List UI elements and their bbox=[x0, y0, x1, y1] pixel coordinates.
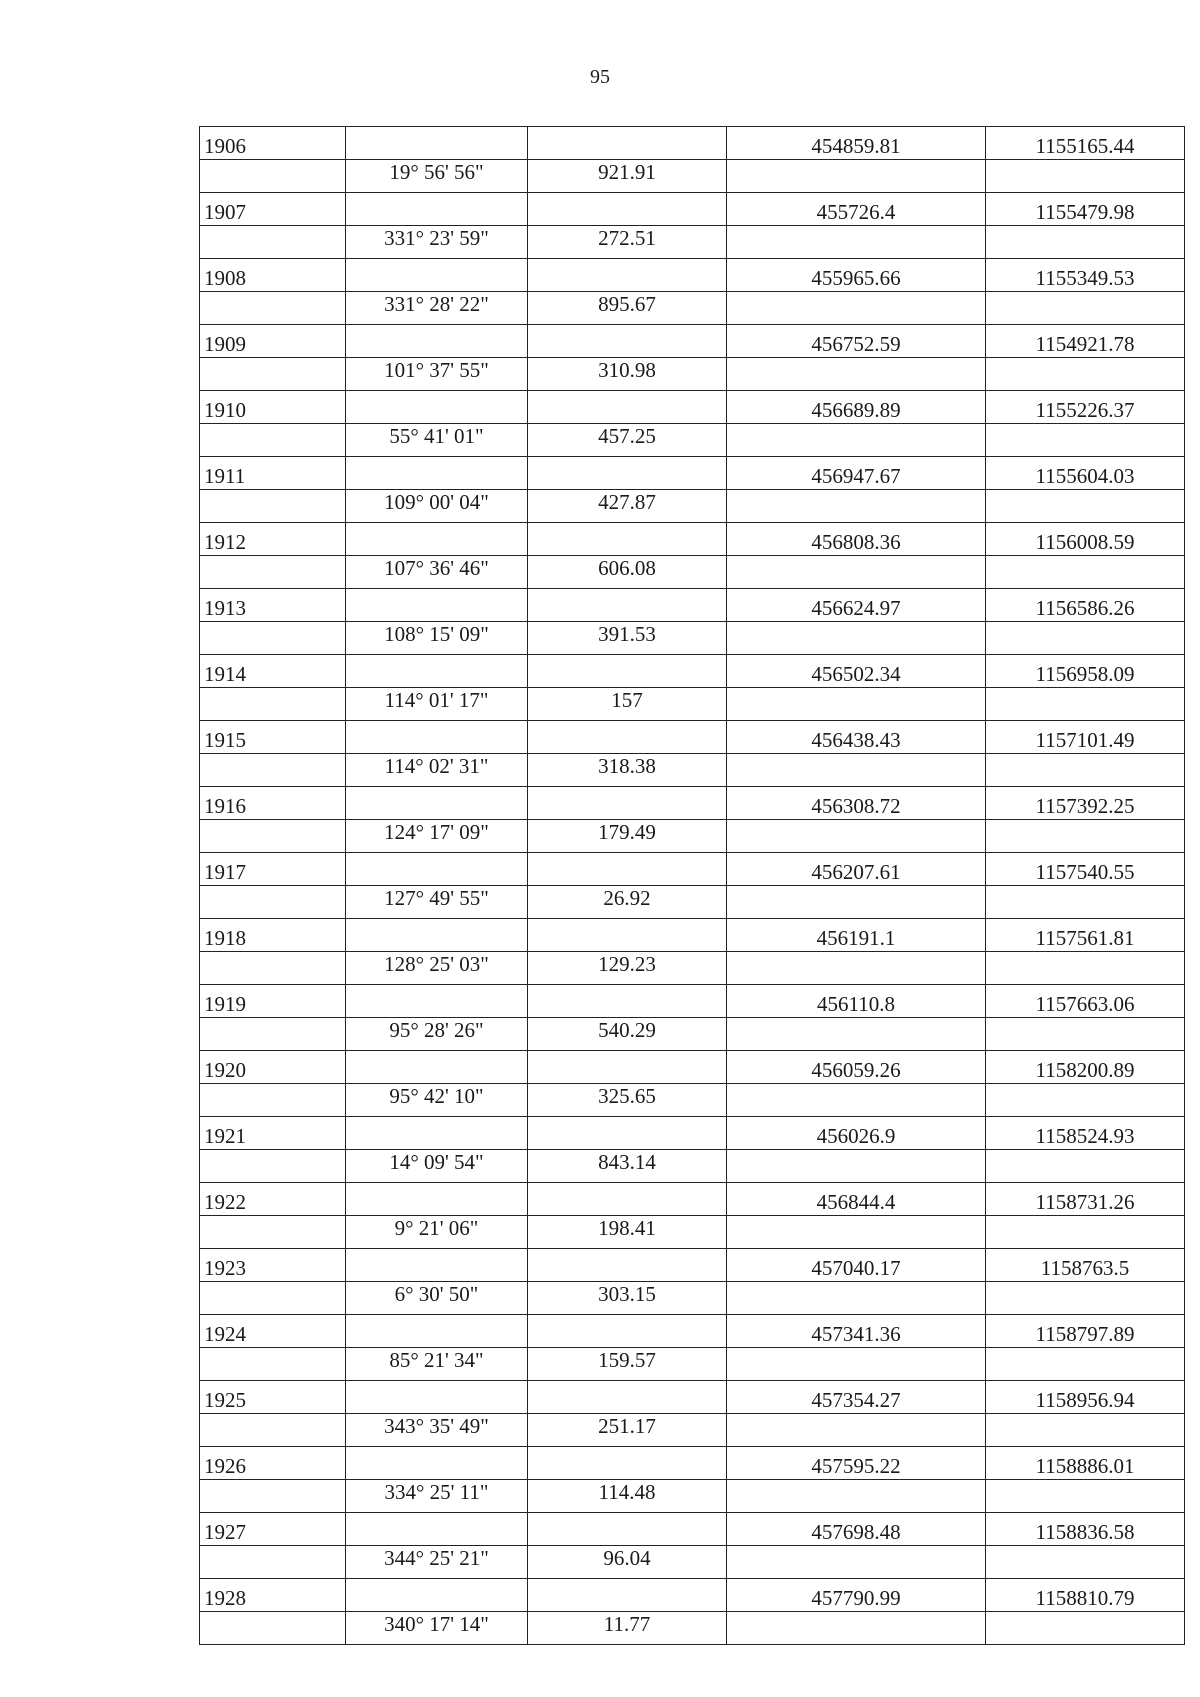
station-row bbox=[200, 391, 1185, 424]
northing-cell: 456026.9 bbox=[727, 1117, 986, 1150]
distance-cell: 96.04 bbox=[528, 1546, 727, 1579]
distance-cell bbox=[528, 1183, 727, 1216]
leg-row bbox=[200, 1282, 1185, 1315]
northing-cell: 456438.43 bbox=[727, 721, 986, 754]
easting-cell: 1155479.98 bbox=[986, 193, 1185, 226]
station-cell: 1921 bbox=[200, 1117, 346, 1150]
bearing-cell: 343° 35' 49" bbox=[346, 1414, 528, 1447]
northing-cell bbox=[727, 1348, 986, 1381]
easting-cell bbox=[986, 226, 1185, 259]
station-cell bbox=[200, 1480, 346, 1513]
bearing-cell: 331° 23' 59" bbox=[346, 226, 528, 259]
distance-cell: 427.87 bbox=[528, 490, 727, 523]
station-cell bbox=[200, 1546, 346, 1579]
northing-cell bbox=[727, 1018, 986, 1051]
station-cell: 1907 bbox=[200, 193, 346, 226]
northing-cell bbox=[727, 820, 986, 853]
easting-cell bbox=[986, 1546, 1185, 1579]
station-cell bbox=[200, 1018, 346, 1051]
bearing-cell: 109° 00' 04" bbox=[346, 490, 528, 523]
distance-cell bbox=[528, 1381, 727, 1414]
leg-row bbox=[200, 1612, 1185, 1645]
bearing-cell: 124° 17' 09" bbox=[346, 820, 528, 853]
distance-cell bbox=[528, 1513, 727, 1546]
page-number: 95 bbox=[590, 66, 610, 88]
bearing-cell bbox=[346, 1051, 528, 1084]
station-cell: 1928 bbox=[200, 1579, 346, 1612]
distance-cell: 129.23 bbox=[528, 952, 727, 985]
leg-row bbox=[200, 1216, 1185, 1249]
northing-cell bbox=[727, 1612, 986, 1645]
station-cell bbox=[200, 556, 346, 589]
easting-cell bbox=[986, 424, 1185, 457]
station-cell bbox=[200, 754, 346, 787]
northing-cell: 456689.89 bbox=[727, 391, 986, 424]
leg-row bbox=[200, 226, 1185, 259]
distance-cell: 26.92 bbox=[528, 886, 727, 919]
station-cell bbox=[200, 1084, 346, 1117]
easting-cell: 1157561.81 bbox=[986, 919, 1185, 952]
leg-row bbox=[200, 1414, 1185, 1447]
station-cell: 1906 bbox=[200, 127, 346, 160]
northing-cell: 456752.59 bbox=[727, 325, 986, 358]
northing-cell bbox=[727, 886, 986, 919]
northing-cell: 456502.34 bbox=[727, 655, 986, 688]
station-cell bbox=[200, 358, 346, 391]
station-cell bbox=[200, 1414, 346, 1447]
bearing-cell: 344° 25' 21" bbox=[346, 1546, 528, 1579]
distance-cell: 391.53 bbox=[528, 622, 727, 655]
bearing-cell bbox=[346, 1249, 528, 1282]
leg-row bbox=[200, 1480, 1185, 1513]
bearing-cell: 331° 28' 22" bbox=[346, 292, 528, 325]
bearing-cell: 14° 09' 54" bbox=[346, 1150, 528, 1183]
easting-cell bbox=[986, 160, 1185, 193]
bearing-cell bbox=[346, 721, 528, 754]
easting-cell bbox=[986, 1348, 1185, 1381]
northing-cell: 455726.4 bbox=[727, 193, 986, 226]
bearing-cell: 114° 02' 31" bbox=[346, 754, 528, 787]
station-row bbox=[200, 655, 1185, 688]
northing-cell: 455965.66 bbox=[727, 259, 986, 292]
northing-cell: 456844.4 bbox=[727, 1183, 986, 1216]
easting-cell: 1158731.26 bbox=[986, 1183, 1185, 1216]
easting-cell: 1158797.89 bbox=[986, 1315, 1185, 1348]
leg-row bbox=[200, 688, 1185, 721]
easting-cell bbox=[986, 1216, 1185, 1249]
easting-cell bbox=[986, 490, 1185, 523]
distance-cell bbox=[528, 1249, 727, 1282]
bearing-cell: 128° 25' 03" bbox=[346, 952, 528, 985]
easting-cell: 1155226.37 bbox=[986, 391, 1185, 424]
northing-cell bbox=[727, 1480, 986, 1513]
northing-cell bbox=[727, 1216, 986, 1249]
bearing-cell: 127° 49' 55" bbox=[346, 886, 528, 919]
survey-coordinate-table bbox=[199, 126, 1185, 1645]
easting-cell: 1158886.01 bbox=[986, 1447, 1185, 1480]
northing-cell bbox=[727, 490, 986, 523]
easting-cell bbox=[986, 952, 1185, 985]
easting-cell bbox=[986, 1282, 1185, 1315]
bearing-cell bbox=[346, 1117, 528, 1150]
distance-cell bbox=[528, 1447, 727, 1480]
easting-cell bbox=[986, 1018, 1185, 1051]
easting-cell: 1156958.09 bbox=[986, 655, 1185, 688]
distance-cell: 843.14 bbox=[528, 1150, 727, 1183]
northing-cell bbox=[727, 1546, 986, 1579]
station-row bbox=[200, 985, 1185, 1018]
easting-cell: 1157663.06 bbox=[986, 985, 1185, 1018]
station-cell: 1925 bbox=[200, 1381, 346, 1414]
easting-cell: 1155165.44 bbox=[986, 127, 1185, 160]
bearing-cell bbox=[346, 919, 528, 952]
station-row bbox=[200, 457, 1185, 490]
distance-cell: 159.57 bbox=[528, 1348, 727, 1381]
leg-row bbox=[200, 952, 1185, 985]
distance-cell: 272.51 bbox=[528, 226, 727, 259]
leg-row bbox=[200, 622, 1185, 655]
bearing-cell bbox=[346, 985, 528, 1018]
station-cell: 1910 bbox=[200, 391, 346, 424]
distance-cell bbox=[528, 127, 727, 160]
leg-row bbox=[200, 754, 1185, 787]
easting-cell bbox=[986, 1612, 1185, 1645]
easting-cell: 1154921.78 bbox=[986, 325, 1185, 358]
bearing-cell bbox=[346, 1381, 528, 1414]
station-cell bbox=[200, 160, 346, 193]
easting-cell: 1157540.55 bbox=[986, 853, 1185, 886]
distance-cell: 157 bbox=[528, 688, 727, 721]
distance-cell: 895.67 bbox=[528, 292, 727, 325]
northing-cell: 456207.61 bbox=[727, 853, 986, 886]
bearing-cell bbox=[346, 1447, 528, 1480]
station-cell bbox=[200, 1150, 346, 1183]
bearing-cell: 95° 28' 26" bbox=[346, 1018, 528, 1051]
station-cell: 1919 bbox=[200, 985, 346, 1018]
bearing-cell: 101° 37' 55" bbox=[346, 358, 528, 391]
leg-row bbox=[200, 424, 1185, 457]
easting-cell: 1155349.53 bbox=[986, 259, 1185, 292]
northing-cell bbox=[727, 358, 986, 391]
northing-cell bbox=[727, 622, 986, 655]
easting-cell bbox=[986, 1150, 1185, 1183]
distance-cell: 921.91 bbox=[528, 160, 727, 193]
station-cell bbox=[200, 490, 346, 523]
distance-cell bbox=[528, 655, 727, 688]
station-row bbox=[200, 1051, 1185, 1084]
station-cell bbox=[200, 622, 346, 655]
station-cell bbox=[200, 820, 346, 853]
station-row bbox=[200, 523, 1185, 556]
station-cell bbox=[200, 886, 346, 919]
station-row bbox=[200, 1513, 1185, 1546]
northing-cell: 457595.22 bbox=[727, 1447, 986, 1480]
station-cell bbox=[200, 226, 346, 259]
leg-row bbox=[200, 886, 1185, 919]
station-cell: 1914 bbox=[200, 655, 346, 688]
station-cell: 1923 bbox=[200, 1249, 346, 1282]
easting-cell: 1158524.93 bbox=[986, 1117, 1185, 1150]
northing-cell: 456624.97 bbox=[727, 589, 986, 622]
distance-cell bbox=[528, 523, 727, 556]
bearing-cell bbox=[346, 655, 528, 688]
bearing-cell bbox=[346, 193, 528, 226]
distance-cell bbox=[528, 457, 727, 490]
northing-cell bbox=[727, 688, 986, 721]
easting-cell bbox=[986, 1414, 1185, 1447]
leg-row bbox=[200, 292, 1185, 325]
distance-cell bbox=[528, 1579, 727, 1612]
distance-cell: 303.15 bbox=[528, 1282, 727, 1315]
northing-cell bbox=[727, 1282, 986, 1315]
bearing-cell: 9° 21' 06" bbox=[346, 1216, 528, 1249]
bearing-cell bbox=[346, 457, 528, 490]
northing-cell bbox=[727, 160, 986, 193]
station-row bbox=[200, 1117, 1185, 1150]
distance-cell bbox=[528, 919, 727, 952]
station-cell bbox=[200, 1348, 346, 1381]
leg-row bbox=[200, 1348, 1185, 1381]
station-cell: 1918 bbox=[200, 919, 346, 952]
bearing-cell: 19° 56' 56" bbox=[346, 160, 528, 193]
station-row bbox=[200, 1249, 1185, 1282]
distance-cell bbox=[528, 259, 727, 292]
station-row bbox=[200, 127, 1185, 160]
easting-cell: 1158810.79 bbox=[986, 1579, 1185, 1612]
bearing-cell: 114° 01' 17" bbox=[346, 688, 528, 721]
station-row bbox=[200, 193, 1185, 226]
distance-cell: 325.65 bbox=[528, 1084, 727, 1117]
station-cell: 1920 bbox=[200, 1051, 346, 1084]
easting-cell: 1155604.03 bbox=[986, 457, 1185, 490]
bearing-cell bbox=[346, 523, 528, 556]
bearing-cell bbox=[346, 1315, 528, 1348]
distance-cell: 318.38 bbox=[528, 754, 727, 787]
bearing-cell bbox=[346, 1183, 528, 1216]
station-row bbox=[200, 1381, 1185, 1414]
bearing-cell: 340° 17' 14" bbox=[346, 1612, 528, 1645]
bearing-cell: 55° 41' 01" bbox=[346, 424, 528, 457]
distance-cell: 11.77 bbox=[528, 1612, 727, 1645]
distance-cell: 606.08 bbox=[528, 556, 727, 589]
easting-cell bbox=[986, 688, 1185, 721]
distance-cell bbox=[528, 721, 727, 754]
easting-cell: 1156008.59 bbox=[986, 523, 1185, 556]
station-cell: 1913 bbox=[200, 589, 346, 622]
distance-cell: 114.48 bbox=[528, 1480, 727, 1513]
leg-row bbox=[200, 820, 1185, 853]
station-cell bbox=[200, 1216, 346, 1249]
station-cell: 1922 bbox=[200, 1183, 346, 1216]
bearing-cell bbox=[346, 325, 528, 358]
bearing-cell bbox=[346, 1513, 528, 1546]
bearing-cell: 107° 36' 46" bbox=[346, 556, 528, 589]
bearing-cell bbox=[346, 259, 528, 292]
leg-row bbox=[200, 1546, 1185, 1579]
station-cell: 1916 bbox=[200, 787, 346, 820]
distance-cell bbox=[528, 325, 727, 358]
northing-cell: 456308.72 bbox=[727, 787, 986, 820]
survey-table-body bbox=[200, 127, 1185, 1645]
station-row bbox=[200, 1447, 1185, 1480]
easting-cell bbox=[986, 820, 1185, 853]
distance-cell bbox=[528, 589, 727, 622]
easting-cell: 1158200.89 bbox=[986, 1051, 1185, 1084]
leg-row bbox=[200, 490, 1185, 523]
station-cell bbox=[200, 424, 346, 457]
station-row bbox=[200, 1183, 1185, 1216]
northing-cell: 457341.36 bbox=[727, 1315, 986, 1348]
bearing-cell bbox=[346, 787, 528, 820]
bearing-cell: 95° 42' 10" bbox=[346, 1084, 528, 1117]
bearing-cell bbox=[346, 391, 528, 424]
distance-cell: 457.25 bbox=[528, 424, 727, 457]
leg-row bbox=[200, 160, 1185, 193]
northing-cell bbox=[727, 1084, 986, 1117]
distance-cell: 179.49 bbox=[528, 820, 727, 853]
easting-cell bbox=[986, 1480, 1185, 1513]
northing-cell: 457040.17 bbox=[727, 1249, 986, 1282]
easting-cell: 1157101.49 bbox=[986, 721, 1185, 754]
leg-row bbox=[200, 1150, 1185, 1183]
easting-cell bbox=[986, 556, 1185, 589]
distance-cell bbox=[528, 1315, 727, 1348]
bearing-cell: 85° 21' 34" bbox=[346, 1348, 528, 1381]
northing-cell: 457698.48 bbox=[727, 1513, 986, 1546]
distance-cell: 251.17 bbox=[528, 1414, 727, 1447]
station-cell bbox=[200, 1612, 346, 1645]
northing-cell: 456947.67 bbox=[727, 457, 986, 490]
northing-cell bbox=[727, 1414, 986, 1447]
northing-cell: 457354.27 bbox=[727, 1381, 986, 1414]
easting-cell bbox=[986, 1084, 1185, 1117]
station-cell bbox=[200, 688, 346, 721]
distance-cell: 540.29 bbox=[528, 1018, 727, 1051]
distance-cell bbox=[528, 1117, 727, 1150]
northing-cell bbox=[727, 556, 986, 589]
northing-cell: 456059.26 bbox=[727, 1051, 986, 1084]
distance-cell bbox=[528, 853, 727, 886]
distance-cell bbox=[528, 787, 727, 820]
bearing-cell bbox=[346, 1579, 528, 1612]
easting-cell: 1158836.58 bbox=[986, 1513, 1185, 1546]
bearing-cell: 108° 15' 09" bbox=[346, 622, 528, 655]
leg-row bbox=[200, 556, 1185, 589]
easting-cell bbox=[986, 622, 1185, 655]
northing-cell bbox=[727, 1150, 986, 1183]
easting-cell bbox=[986, 754, 1185, 787]
northing-cell bbox=[727, 292, 986, 325]
northing-cell: 456110.8 bbox=[727, 985, 986, 1018]
easting-cell: 1157392.25 bbox=[986, 787, 1185, 820]
bearing-cell bbox=[346, 127, 528, 160]
station-cell bbox=[200, 292, 346, 325]
bearing-cell bbox=[346, 589, 528, 622]
station-cell: 1912 bbox=[200, 523, 346, 556]
station-cell: 1924 bbox=[200, 1315, 346, 1348]
distance-cell bbox=[528, 193, 727, 226]
station-cell: 1915 bbox=[200, 721, 346, 754]
northing-cell: 457790.99 bbox=[727, 1579, 986, 1612]
easting-cell bbox=[986, 358, 1185, 391]
easting-cell: 1158956.94 bbox=[986, 1381, 1185, 1414]
station-cell bbox=[200, 952, 346, 985]
northing-cell: 456808.36 bbox=[727, 523, 986, 556]
station-row bbox=[200, 787, 1185, 820]
northing-cell bbox=[727, 424, 986, 457]
station-cell: 1927 bbox=[200, 1513, 346, 1546]
station-row bbox=[200, 853, 1185, 886]
station-cell: 1926 bbox=[200, 1447, 346, 1480]
leg-row bbox=[200, 1018, 1185, 1051]
distance-cell bbox=[528, 391, 727, 424]
distance-cell: 198.41 bbox=[528, 1216, 727, 1249]
easting-cell bbox=[986, 292, 1185, 325]
leg-row bbox=[200, 1084, 1185, 1117]
station-row bbox=[200, 589, 1185, 622]
station-row bbox=[200, 1579, 1185, 1612]
station-cell: 1917 bbox=[200, 853, 346, 886]
station-cell: 1908 bbox=[200, 259, 346, 292]
northing-cell bbox=[727, 952, 986, 985]
station-row bbox=[200, 721, 1185, 754]
station-row bbox=[200, 259, 1185, 292]
bearing-cell: 6° 30' 50" bbox=[346, 1282, 528, 1315]
distance-cell bbox=[528, 1051, 727, 1084]
easting-cell: 1158763.5 bbox=[986, 1249, 1185, 1282]
distance-cell bbox=[528, 985, 727, 1018]
bearing-cell: 334° 25' 11" bbox=[346, 1480, 528, 1513]
distance-cell: 310.98 bbox=[528, 358, 727, 391]
easting-cell: 1156586.26 bbox=[986, 589, 1185, 622]
station-cell: 1909 bbox=[200, 325, 346, 358]
northing-cell bbox=[727, 226, 986, 259]
station-cell bbox=[200, 1282, 346, 1315]
bearing-cell bbox=[346, 853, 528, 886]
easting-cell bbox=[986, 886, 1185, 919]
leg-row bbox=[200, 358, 1185, 391]
northing-cell: 456191.1 bbox=[727, 919, 986, 952]
station-row bbox=[200, 325, 1185, 358]
station-row bbox=[200, 919, 1185, 952]
station-row bbox=[200, 1315, 1185, 1348]
northing-cell bbox=[727, 754, 986, 787]
station-cell: 1911 bbox=[200, 457, 346, 490]
northing-cell: 454859.81 bbox=[727, 127, 986, 160]
